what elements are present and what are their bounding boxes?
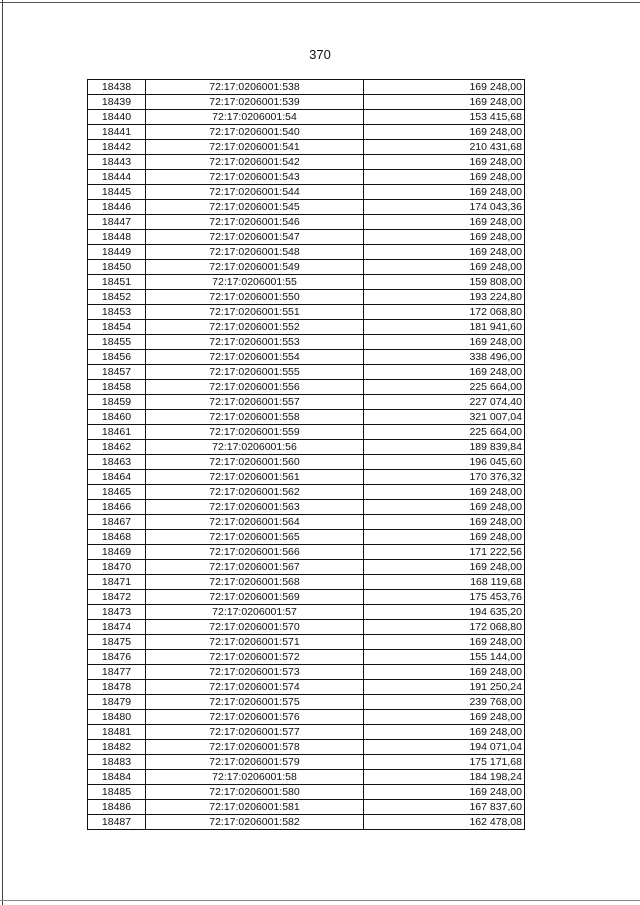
- cadastral-number-cell: 72:17:0206001:566: [146, 545, 364, 560]
- table-row: [88, 770, 525, 785]
- cadastral-value-cell: 191 250,24: [364, 680, 525, 695]
- cadastral-value-cell: 169 248,00: [364, 710, 525, 725]
- row-number-cell: 18474: [88, 620, 146, 635]
- cadastral-number-cell: 72:17:0206001:547: [146, 230, 364, 245]
- table-row: [88, 185, 525, 200]
- table-row: [88, 95, 525, 110]
- table-row: [88, 590, 525, 605]
- row-number-cell: 18480: [88, 710, 146, 725]
- row-number-cell: 18439: [88, 95, 146, 110]
- table-row: [88, 440, 525, 455]
- cadastral-value-cell: 338 496,00: [364, 350, 525, 365]
- cadastral-value-cell: 169 248,00: [364, 245, 525, 260]
- row-number-cell: 18464: [88, 470, 146, 485]
- cadastral-number-cell: 72:17:0206001:571: [146, 635, 364, 650]
- row-number-cell: 18454: [88, 320, 146, 335]
- cadastral-number-cell: 72:17:0206001:57: [146, 605, 364, 620]
- row-number-cell: 18476: [88, 650, 146, 665]
- row-number-cell: 18457: [88, 365, 146, 380]
- row-number-cell: 18453: [88, 305, 146, 320]
- table-row: [88, 485, 525, 500]
- table-row: [88, 620, 525, 635]
- row-number-cell: 18450: [88, 260, 146, 275]
- cadastral-value-cell: 169 248,00: [364, 485, 525, 500]
- cadastral-value-cell: 169 248,00: [364, 785, 525, 800]
- table-row: [88, 275, 525, 290]
- row-number-cell: 18442: [88, 140, 146, 155]
- table-row: [88, 200, 525, 215]
- table-row: [88, 395, 525, 410]
- table-row: [88, 515, 525, 530]
- table-row: [88, 755, 525, 770]
- row-number-cell: 18446: [88, 200, 146, 215]
- cadastral-number-cell: 72:17:0206001:575: [146, 695, 364, 710]
- cadastral-number-cell: 72:17:0206001:56: [146, 440, 364, 455]
- row-number-cell: 18483: [88, 755, 146, 770]
- cadastral-value-cell: 169 248,00: [364, 365, 525, 380]
- cadastral-value-cell: 181 941,60: [364, 320, 525, 335]
- cadastral-number-cell: 72:17:0206001:568: [146, 575, 364, 590]
- row-number-cell: 18449: [88, 245, 146, 260]
- cadastral-value-cell: 169 248,00: [364, 530, 525, 545]
- cadastral-number-cell: 72:17:0206001:563: [146, 500, 364, 515]
- cadastral-value-cell: 153 415,68: [364, 110, 525, 125]
- cadastral-value-cell: 169 248,00: [364, 500, 525, 515]
- row-number-cell: 18486: [88, 800, 146, 815]
- cadastral-value-cell: 171 222,56: [364, 545, 525, 560]
- row-number-cell: 18469: [88, 545, 146, 560]
- cadastral-number-cell: 72:17:0206001:557: [146, 395, 364, 410]
- row-number-cell: 18459: [88, 395, 146, 410]
- table-row: [88, 560, 525, 575]
- cadastral-number-cell: 72:17:0206001:543: [146, 170, 364, 185]
- row-number-cell: 18462: [88, 440, 146, 455]
- cadastral-value-cell: 225 664,00: [364, 425, 525, 440]
- table-row: [88, 170, 525, 185]
- cadastral-value-cell: 169 248,00: [364, 560, 525, 575]
- cadastral-value-cell: 210 431,68: [364, 140, 525, 155]
- row-number-cell: 18478: [88, 680, 146, 695]
- cadastral-number-cell: 72:17:0206001:581: [146, 800, 364, 815]
- row-number-cell: 18455: [88, 335, 146, 350]
- row-number-cell: 18473: [88, 605, 146, 620]
- row-number-cell: 18487: [88, 815, 146, 830]
- cadastral-number-cell: 72:17:0206001:553: [146, 335, 364, 350]
- cadastral-value-cell: 169 248,00: [364, 725, 525, 740]
- cadastral-number-cell: 72:17:0206001:545: [146, 200, 364, 215]
- cadastral-number-cell: 72:17:0206001:570: [146, 620, 364, 635]
- cadastral-value-cell: 225 664,00: [364, 380, 525, 395]
- cadastral-number-cell: 72:17:0206001:562: [146, 485, 364, 500]
- cadastral-value-cell: 169 248,00: [364, 95, 525, 110]
- row-number-cell: 18444: [88, 170, 146, 185]
- table-row: [88, 230, 525, 245]
- table-row: [88, 500, 525, 515]
- row-number-cell: 18447: [88, 215, 146, 230]
- scan-edge-bottom: [0, 900, 640, 901]
- cadastral-number-cell: 72:17:0206001:569: [146, 590, 364, 605]
- table-row: [88, 530, 525, 545]
- table-row: [88, 155, 525, 170]
- cadastral-value-cell: 169 248,00: [364, 260, 525, 275]
- table-row: [88, 410, 525, 425]
- table-row: [88, 350, 525, 365]
- cadastral-number-cell: 72:17:0206001:554: [146, 350, 364, 365]
- row-number-cell: 18482: [88, 740, 146, 755]
- table-row: [88, 215, 525, 230]
- table-row: [88, 545, 525, 560]
- table-row: [88, 305, 525, 320]
- cadastral-number-cell: 72:17:0206001:559: [146, 425, 364, 440]
- cadastral-number-cell: 72:17:0206001:549: [146, 260, 364, 275]
- row-number-cell: 18456: [88, 350, 146, 365]
- row-number-cell: 18461: [88, 425, 146, 440]
- cadastral-value-cell: 169 248,00: [364, 635, 525, 650]
- table-row: [88, 80, 525, 95]
- cadastral-value-cell: 169 248,00: [364, 515, 525, 530]
- cadastral-value-cell: 169 248,00: [364, 230, 525, 245]
- cadastral-number-cell: 72:17:0206001:561: [146, 470, 364, 485]
- cadastral-value-cell: 168 119,68: [364, 575, 525, 590]
- cadastral-number-cell: 72:17:0206001:550: [146, 290, 364, 305]
- table-row: [88, 110, 525, 125]
- table-row: [88, 335, 525, 350]
- cadastral-number-cell: 72:17:0206001:541: [146, 140, 364, 155]
- table-row: [88, 665, 525, 680]
- row-number-cell: 18452: [88, 290, 146, 305]
- cadastral-number-cell: 72:17:0206001:576: [146, 710, 364, 725]
- cadastral-value-cell: 169 248,00: [364, 170, 525, 185]
- cadastral-value-cell: 321 007,04: [364, 410, 525, 425]
- row-number-cell: 18460: [88, 410, 146, 425]
- table-row: [88, 140, 525, 155]
- cadastral-number-cell: 72:17:0206001:58: [146, 770, 364, 785]
- cadastral-value-cell: 239 768,00: [364, 695, 525, 710]
- row-number-cell: 18471: [88, 575, 146, 590]
- cadastral-value-cell: 169 248,00: [364, 665, 525, 680]
- cadastral-number-cell: 72:17:0206001:574: [146, 680, 364, 695]
- table-row: [88, 455, 525, 470]
- row-number-cell: 18443: [88, 155, 146, 170]
- row-number-cell: 18448: [88, 230, 146, 245]
- cadastral-number-cell: 72:17:0206001:565: [146, 530, 364, 545]
- table-row: [88, 635, 525, 650]
- cadastral-number-cell: 72:17:0206001:539: [146, 95, 364, 110]
- cadastral-number-cell: 72:17:0206001:540: [146, 125, 364, 140]
- cadastral-value-table: [87, 79, 525, 830]
- cadastral-number-cell: 72:17:0206001:564: [146, 515, 364, 530]
- cadastral-value-cell: 172 068,80: [364, 305, 525, 320]
- table-row: [88, 725, 525, 740]
- cadastral-value-cell: 184 198,24: [364, 770, 525, 785]
- cadastral-number-cell: 72:17:0206001:573: [146, 665, 364, 680]
- cadastral-value-cell: 169 248,00: [364, 335, 525, 350]
- cadastral-value-cell: 194 635,20: [364, 605, 525, 620]
- cadastral-number-cell: 72:17:0206001:567: [146, 560, 364, 575]
- cadastral-number-cell: 72:17:0206001:582: [146, 815, 364, 830]
- cadastral-value-cell: 174 043,36: [364, 200, 525, 215]
- table-row: [88, 380, 525, 395]
- scan-edge-top: [0, 2, 640, 3]
- cadastral-number-cell: 72:17:0206001:556: [146, 380, 364, 395]
- cadastral-number-cell: 72:17:0206001:577: [146, 725, 364, 740]
- cadastral-value-cell: 162 478,08: [364, 815, 525, 830]
- cadastral-number-cell: 72:17:0206001:552: [146, 320, 364, 335]
- row-number-cell: 18468: [88, 530, 146, 545]
- cadastral-number-cell: 72:17:0206001:548: [146, 245, 364, 260]
- row-number-cell: 18479: [88, 695, 146, 710]
- row-number-cell: 18475: [88, 635, 146, 650]
- table-body: [88, 80, 525, 830]
- cadastral-value-cell: 169 248,00: [364, 80, 525, 95]
- table-row: [88, 365, 525, 380]
- row-number-cell: 18445: [88, 185, 146, 200]
- row-number-cell: 18485: [88, 785, 146, 800]
- table-row: [88, 470, 525, 485]
- cadastral-number-cell: 72:17:0206001:580: [146, 785, 364, 800]
- row-number-cell: 18484: [88, 770, 146, 785]
- table-row: [88, 740, 525, 755]
- table-row: [88, 290, 525, 305]
- table-row: [88, 650, 525, 665]
- table-row: [88, 320, 525, 335]
- cadastral-value-cell: 169 248,00: [364, 125, 525, 140]
- table-row: [88, 815, 525, 830]
- cadastral-value-cell: 175 453,76: [364, 590, 525, 605]
- cadastral-value-cell: 194 071,04: [364, 740, 525, 755]
- cadastral-number-cell: 72:17:0206001:551: [146, 305, 364, 320]
- cadastral-value-cell: 189 839,84: [364, 440, 525, 455]
- table-row: [88, 710, 525, 725]
- table-row: [88, 800, 525, 815]
- cadastral-number-cell: 72:17:0206001:542: [146, 155, 364, 170]
- cadastral-number-cell: 72:17:0206001:544: [146, 185, 364, 200]
- table-row: [88, 680, 525, 695]
- row-number-cell: 18463: [88, 455, 146, 470]
- cadastral-number-cell: 72:17:0206001:555: [146, 365, 364, 380]
- cadastral-value-cell: 172 068,80: [364, 620, 525, 635]
- table-row: [88, 260, 525, 275]
- row-number-cell: 18465: [88, 485, 146, 500]
- cadastral-value-cell: 155 144,00: [364, 650, 525, 665]
- row-number-cell: 18481: [88, 725, 146, 740]
- cadastral-number-cell: 72:17:0206001:546: [146, 215, 364, 230]
- cadastral-value-cell: 169 248,00: [364, 215, 525, 230]
- row-number-cell: 18470: [88, 560, 146, 575]
- page-number: 370: [309, 47, 331, 62]
- row-number-cell: 18440: [88, 110, 146, 125]
- cadastral-value-cell: 175 171,68: [364, 755, 525, 770]
- table-row: [88, 605, 525, 620]
- row-number-cell: 18438: [88, 80, 146, 95]
- table-row: [88, 425, 525, 440]
- table-row: [88, 125, 525, 140]
- row-number-cell: 18472: [88, 590, 146, 605]
- row-number-cell: 18441: [88, 125, 146, 140]
- row-number-cell: 18467: [88, 515, 146, 530]
- cadastral-value-cell: 159 808,00: [364, 275, 525, 290]
- table-row: [88, 695, 525, 710]
- table-row: [88, 245, 525, 260]
- cadastral-value-cell: 167 837,60: [364, 800, 525, 815]
- cadastral-number-cell: 72:17:0206001:558: [146, 410, 364, 425]
- row-number-cell: 18477: [88, 665, 146, 680]
- cadastral-value-cell: 193 224,80: [364, 290, 525, 305]
- cadastral-number-cell: 72:17:0206001:572: [146, 650, 364, 665]
- row-number-cell: 18451: [88, 275, 146, 290]
- cadastral-value-cell: 196 045,60: [364, 455, 525, 470]
- cadastral-number-cell: 72:17:0206001:578: [146, 740, 364, 755]
- row-number-cell: 18466: [88, 500, 146, 515]
- cadastral-number-cell: 72:17:0206001:560: [146, 455, 364, 470]
- cadastral-value-cell: 170 376,32: [364, 470, 525, 485]
- cadastral-number-cell: 72:17:0206001:54: [146, 110, 364, 125]
- table-row: [88, 575, 525, 590]
- table-row: [88, 785, 525, 800]
- row-number-cell: 18458: [88, 380, 146, 395]
- cadastral-number-cell: 72:17:0206001:538: [146, 80, 364, 95]
- cadastral-value-cell: 227 074,40: [364, 395, 525, 410]
- cadastral-value-cell: 169 248,00: [364, 155, 525, 170]
- cadastral-number-cell: 72:17:0206001:55: [146, 275, 364, 290]
- cadastral-number-cell: 72:17:0206001:579: [146, 755, 364, 770]
- cadastral-value-cell: 169 248,00: [364, 185, 525, 200]
- scan-edge-left: [2, 0, 3, 905]
